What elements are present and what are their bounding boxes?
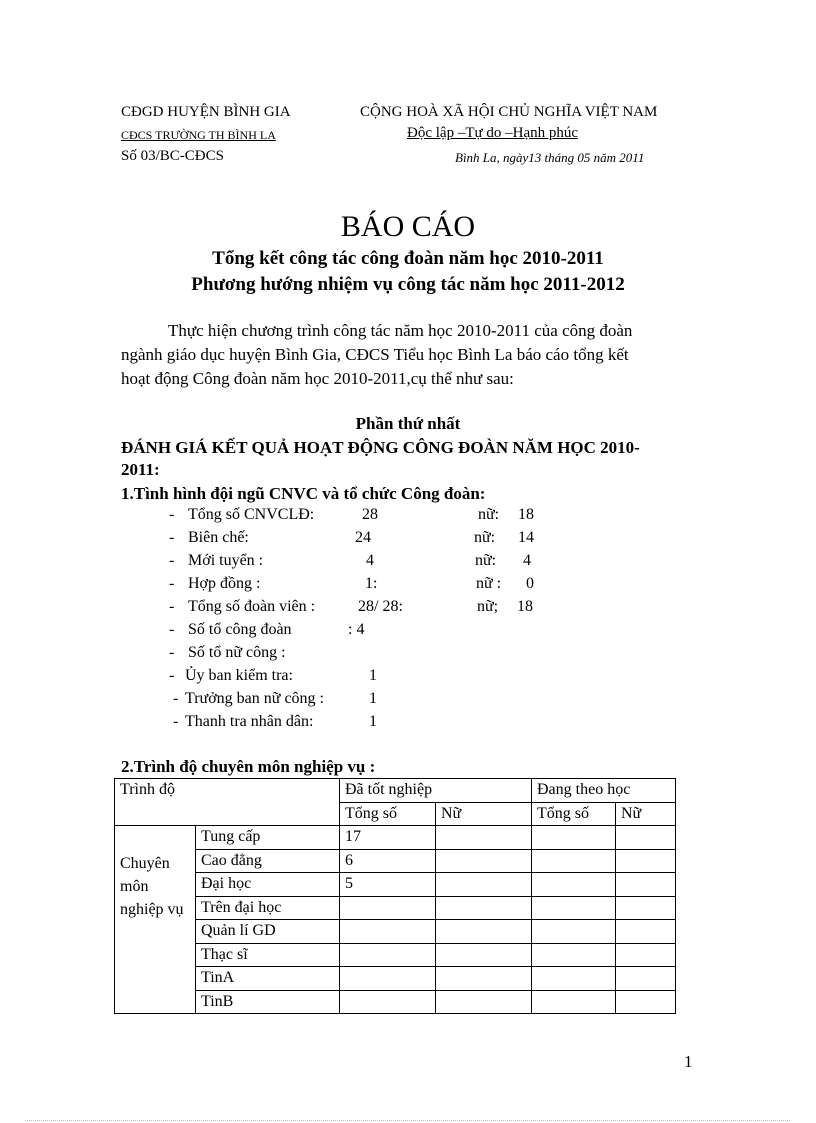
stat-value: 1 — [369, 713, 377, 730]
table-row — [115, 826, 676, 850]
header-study-female: Nữ — [616, 802, 676, 826]
list-dash: - — [169, 621, 175, 638]
list-dash: - — [173, 713, 179, 730]
cell-grad-female — [436, 967, 532, 991]
stat-value: 24 — [355, 529, 371, 546]
cell-study-total — [532, 990, 616, 1014]
section-title-line-2: 2011: — [121, 460, 160, 479]
table-row — [115, 990, 676, 1014]
table-header-row — [115, 779, 676, 803]
header-level: Trình độ — [115, 779, 340, 826]
stat-label: Tổng số CNVCLĐ: — [188, 506, 315, 523]
cell-grad-total — [340, 943, 436, 967]
table-row — [115, 943, 676, 967]
header-study-total: Tổng số — [532, 802, 616, 826]
stat-value: 1 — [369, 690, 377, 707]
cell-study-total — [532, 849, 616, 873]
stat-label: Mới tuyển : — [188, 552, 264, 569]
cell-grad-total — [340, 967, 436, 991]
cell-study-total — [532, 943, 616, 967]
stat-label: Tổng số đoàn viên : — [188, 598, 316, 615]
cell-grad-total: 5 — [340, 873, 436, 897]
table-row — [115, 873, 676, 897]
group-label-line: môn — [120, 878, 149, 895]
stat-label: Trưởng ban nữ công : — [185, 690, 324, 707]
cell-level: Đại học — [196, 873, 340, 897]
stat-female-label: nữ: — [475, 552, 497, 569]
stat-female-value: 4 — [523, 552, 531, 569]
document-number: Số 03/BC-CĐCS — [121, 148, 224, 164]
cell-grad-female — [436, 943, 532, 967]
cell-study-total — [532, 826, 616, 850]
header-grad-female: Nữ — [436, 802, 532, 826]
stat-label: Ủy ban kiểm tra: — [185, 667, 293, 684]
table-row — [115, 967, 676, 991]
stat-label: Biên chế: — [188, 529, 249, 546]
cell-level: Tung cấp — [196, 826, 340, 850]
stat-value: 28/ 28: — [358, 598, 403, 615]
cell-level: Trên đại học — [196, 896, 340, 920]
list-dash: - — [169, 598, 175, 615]
list-dash: - — [169, 575, 175, 592]
cell-grad-total — [340, 990, 436, 1014]
cell-study-female — [616, 943, 676, 967]
qualification-table — [114, 778, 676, 1014]
cell-study-total — [532, 896, 616, 920]
cell-grad-female — [436, 849, 532, 873]
cell-study-female — [616, 990, 676, 1014]
cell-study-female — [616, 920, 676, 944]
cell-study-female — [616, 826, 676, 850]
list-dash: - — [169, 552, 175, 569]
section-title-line-1: ĐÁNH GIÁ KẾT QUẢ HOẠT ĐỘNG CÔNG ĐOÀN NĂM HỌC 2010- — [121, 438, 640, 457]
stat-value: 4 — [366, 552, 374, 569]
national-title: CỘNG HOÀ XÃ HỘI CHỦ NGHĨA VIỆT NAM — [360, 104, 658, 120]
stat-female-label: nữ; — [477, 598, 499, 615]
org-name: CĐGD HUYỆN BÌNH GIA — [121, 104, 291, 120]
cell-level: Cao đẳng — [196, 849, 340, 873]
stat-female-value: 18 — [518, 506, 534, 523]
stat-female-label: nữ: — [474, 529, 496, 546]
stat-label: Số tổ công đoàn — [188, 621, 292, 638]
cell-study-total — [532, 967, 616, 991]
header-grad-total: Tổng số — [340, 802, 436, 826]
report-title: BÁO CÁO — [340, 210, 476, 243]
cell-study-total — [532, 920, 616, 944]
cell-grad-female — [436, 826, 532, 850]
stat-label: Số tổ nữ công : — [188, 644, 286, 661]
stat-female-label: nữ: — [478, 506, 500, 523]
intro-line-3: hoạt động Công đoàn năm học 2010-2011,cụ thể như sau: — [121, 369, 514, 388]
org-subunit: CĐCS TRƯỜNG TH BÌNH LA — [121, 128, 276, 142]
intro-line-1: Thực hiện chương trình công tác năm học 2010-2011 của công đoàn — [168, 321, 633, 340]
cell-grad-female — [436, 896, 532, 920]
stat-female-label: nữ : — [476, 575, 502, 592]
header-studying: Đang theo học — [532, 779, 676, 803]
stat-female-value: 14 — [518, 529, 534, 546]
page-bottom-divider — [25, 1120, 790, 1121]
cell-level: TinB — [196, 990, 340, 1014]
cell-grad-female — [436, 873, 532, 897]
national-motto: Độc lập –Tự do –Hạnh phúc — [407, 125, 579, 141]
stat-label: Hợp đồng : — [188, 575, 261, 592]
cell-level: Quản lí GD — [196, 920, 340, 944]
cell-grad-total — [340, 896, 436, 920]
cell-grad-total — [340, 920, 436, 944]
cell-level: TinA — [196, 967, 340, 991]
cell-level: Thạc sĩ — [196, 943, 340, 967]
page-number: 1 — [684, 1052, 693, 1071]
section-1-heading: 1.Tình hình đội ngũ CNVC và tổ chức Công đoàn: — [121, 484, 486, 503]
cell-grad-total: 6 — [340, 849, 436, 873]
list-dash: - — [169, 529, 175, 546]
date-line: Bình La, ngày13 tháng 05 năm 2011 — [455, 150, 645, 165]
stat-value: 1 — [369, 667, 377, 684]
report-subtitle-2: Phương hướng nhiệm vụ công tác năm học 2011-2012 — [191, 274, 625, 295]
group-label-line: Chuyên — [120, 855, 170, 872]
report-subtitle-1: Tổng kết công tác công đoàn năm học 2010-2011 — [212, 248, 604, 269]
cell-grad-female — [436, 920, 532, 944]
list-dash: - — [173, 690, 179, 707]
cell-grad-female — [436, 990, 532, 1014]
table-row — [115, 849, 676, 873]
group-label — [115, 826, 196, 1014]
table-row — [115, 896, 676, 920]
list-dash: - — [169, 506, 175, 523]
stat-female-value: 0 — [526, 575, 534, 592]
table-row — [115, 920, 676, 944]
cell-study-female — [616, 849, 676, 873]
stat-value: 28 — [362, 506, 378, 523]
stat-label: Thanh tra nhân dân: — [185, 713, 314, 730]
part-heading: Phần thứ nhất — [355, 414, 461, 433]
stat-value: 1: — [365, 575, 378, 592]
cell-study-female — [616, 873, 676, 897]
cell-study-total — [532, 873, 616, 897]
stat-value: : 4 — [348, 621, 365, 638]
stat-female-value: 18 — [517, 598, 533, 615]
header-graduated: Đã tốt nghiệp — [340, 779, 532, 803]
list-dash: - — [169, 644, 175, 661]
list-dash: - — [169, 667, 175, 684]
section-2-heading: 2.Trình độ chuyên môn nghiệp vụ : — [121, 757, 376, 776]
group-label-line: nghiệp vụ — [120, 901, 184, 918]
cell-study-female — [616, 967, 676, 991]
cell-grad-total: 17 — [340, 826, 436, 850]
cell-study-female — [616, 896, 676, 920]
intro-line-2: ngành giáo dục huyện Bình Gia, CĐCS Tiểu học Bình La báo cáo tổng kết — [121, 345, 629, 364]
staff-stats-list — [0, 506, 816, 736]
